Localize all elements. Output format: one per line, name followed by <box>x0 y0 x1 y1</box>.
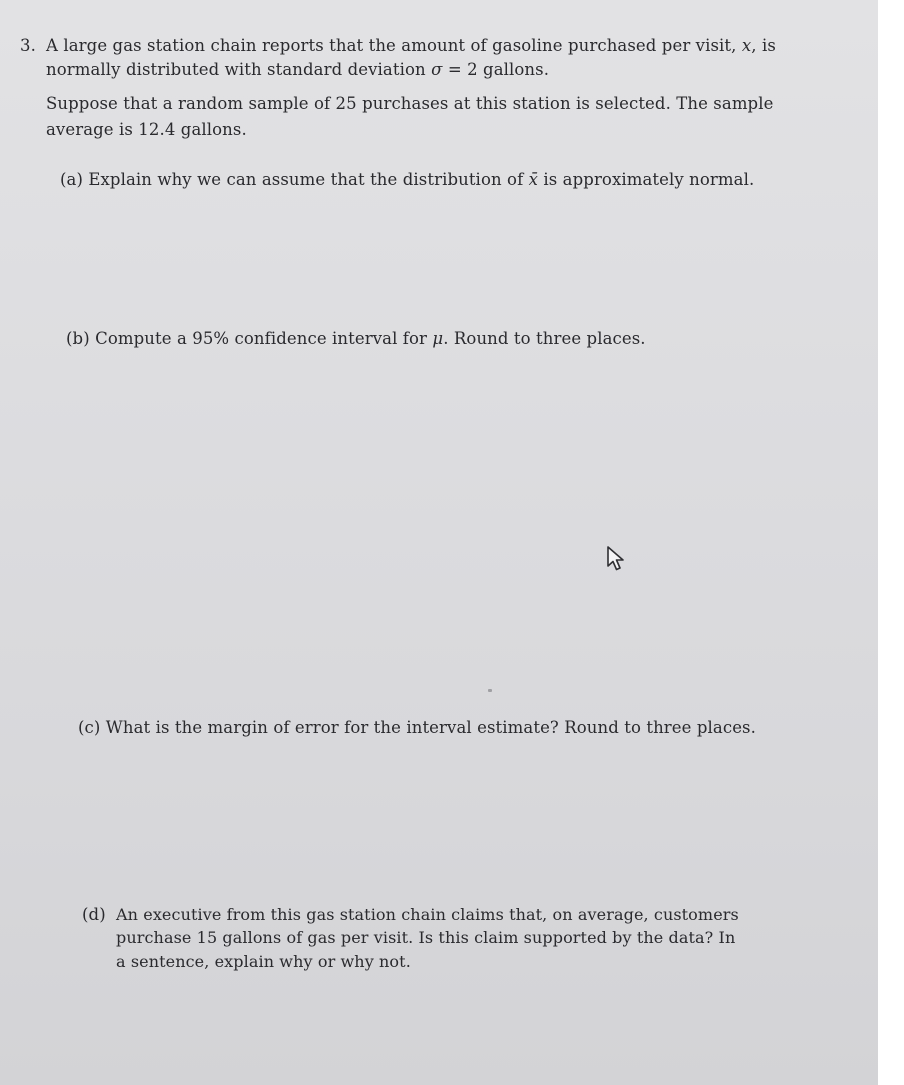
part-b: (b) Compute a 95% confidence interval for μ. Round to three places. <box>66 329 646 348</box>
white-margin <box>878 0 904 1085</box>
question-line-2: normally distributed with standard deviation σ = 2 gallons. <box>46 60 550 79</box>
part-a: (a) Explain why we can assume that the distribution of x̄ is approximately normal. <box>60 170 755 189</box>
setup-line-2: average is 12.4 gallons. <box>46 120 247 139</box>
part-c-label: (c) <box>78 718 101 737</box>
setup-line-1: Suppose that a random sample of 25 purchases at this station is selected. The sample <box>46 94 774 113</box>
question-number: 3. <box>20 36 36 55</box>
part-c: (c) What is the margin of error for the interval estimate? Round to three places. <box>78 718 756 737</box>
part-d-line-1: An executive from this gas station chain claims that, on average, customers <box>116 905 739 924</box>
part-d-line-3: a sentence, explain why or why not. <box>116 952 411 971</box>
question-line-1: A large gas station chain reports that the amount of gasoline purchased per visit, x, is <box>46 36 776 55</box>
part-d-label: (d) <box>82 905 106 924</box>
mouse-pointer-icon <box>606 546 628 572</box>
part-b-label: (b) <box>66 329 90 348</box>
part-d-line-2: purchase 15 gallons of gas per visit. Is this claim supported by the data? In <box>116 928 736 947</box>
part-a-label: (a) <box>60 170 84 189</box>
paper-speck <box>488 689 492 692</box>
